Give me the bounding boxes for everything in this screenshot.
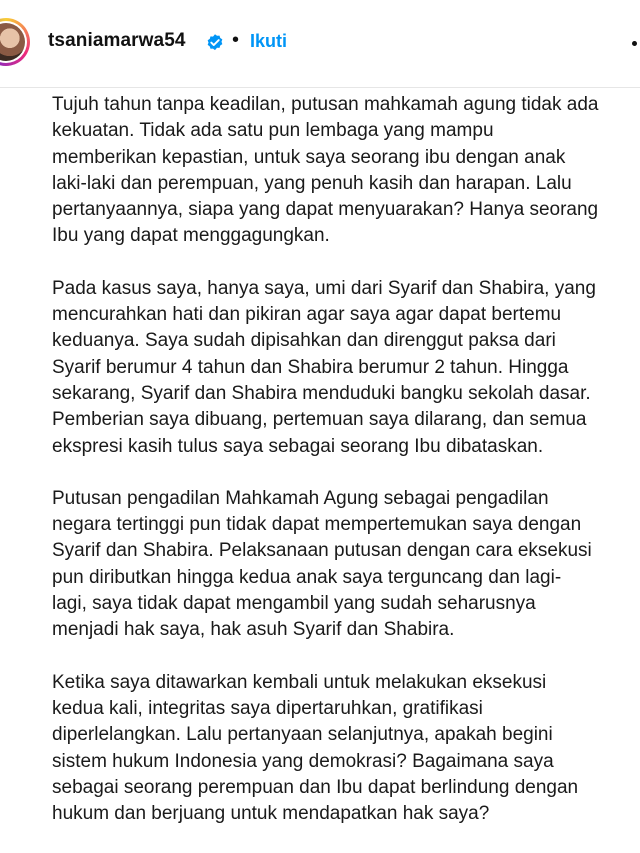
caption-line: keduanya. Saya sudah dipisahkan dan direnggut paksa dari [52,330,556,352]
caption-paragraph [52,486,640,644]
caption-line: mencurahkan hati dan pikiran agar saya agar dapat bertemu [52,304,562,326]
caption-line: hukum dan berjuang untuk mendapatkan hak saya? [52,803,490,825]
caption-line: negara tertinggi pun tidak dapat mempertemukan saya dengan [52,514,582,536]
follow-button[interactable]: Ikuti [250,31,288,51]
caption-line: sebagai seorang perempuan dan Ibu dapat berlindung dengan [52,776,579,798]
caption-line: kedua kali, integritas saya dipertaruhkan, gratifikasi [52,697,483,719]
caption-line: Pada kasus saya, hanya saya, umi dari Syarif dan Shabira, yang [52,277,596,299]
caption-line: menjadi hak saya, hak asuh Syarif dan Shabira. [52,619,455,641]
caption-line: Ibu yang dapat menggagungkan. [52,225,330,247]
caption-line: Putusan pengadilan Mahkamah Agung sebagai pengadilan [52,487,549,509]
caption-paragraph [52,92,640,250]
caption-line: pertanyaannya, siapa yang dapat menyuarakan? Hanya seorang [52,199,599,221]
caption-line: memberikan kepastian, untuk saya seorang ibu dengan anak [52,146,566,168]
avatar-ring [0,21,27,63]
post-header [0,0,640,88]
verified-badge-icon [205,33,225,53]
caption-line: Pemberian saya dibuang, pertemuan saya dilarang, dan semua [52,409,587,431]
caption-line: pun diributkan hingga kedua anak saya terguncang dan lagi- [52,566,562,588]
caption-line: ekspresi kasih tulus saya sebagai seorang Ibu dibataskan. [52,435,544,457]
caption-line: lagi, saya tidak dapat mengambil yang sudah seharusnya [52,593,536,615]
caption-line: sekarang, Syarif dan Shabira menduduki bangku sekolah dasar. [52,382,591,404]
more-options-icon[interactable] [632,41,637,46]
separator-dot: • [232,29,240,51]
caption-line: Ketika saya ditawarkan kembali untuk melakukan eksekusi [52,671,547,693]
caption-line: sistem hukum Indonesia yang demokrasi? Bagaimana saya [52,750,554,772]
caption-line: Syarif dan Shabira. Pelaksanaan putusan dengan cara eksekusi [52,540,592,562]
username-link[interactable]: tsaniamarwa54 [48,30,186,51]
caption-paragraph [52,670,640,828]
avatar[interactable] [0,18,30,66]
caption-line: laki-laki dan perempuan, yang penuh kasih dan harapan. Lalu [52,172,572,194]
caption-line: Tujuh tahun tanpa keadilan, putusan mahkamah agung tidak ada [52,94,599,115]
caption-line: diperlelangkan. Lalu pertanyaan selanjutnya, apakah begini [52,724,553,746]
caption-line: kekuatan. Tidak ada satu pun lembaga yang mampu [52,120,494,142]
avatar-photo [0,23,25,61]
post-caption [52,92,640,853]
caption-line: Syarif berumur 4 tahun dan Shabira berumur 2 tahun. Hingga [52,356,569,378]
caption-paragraph [52,276,640,460]
